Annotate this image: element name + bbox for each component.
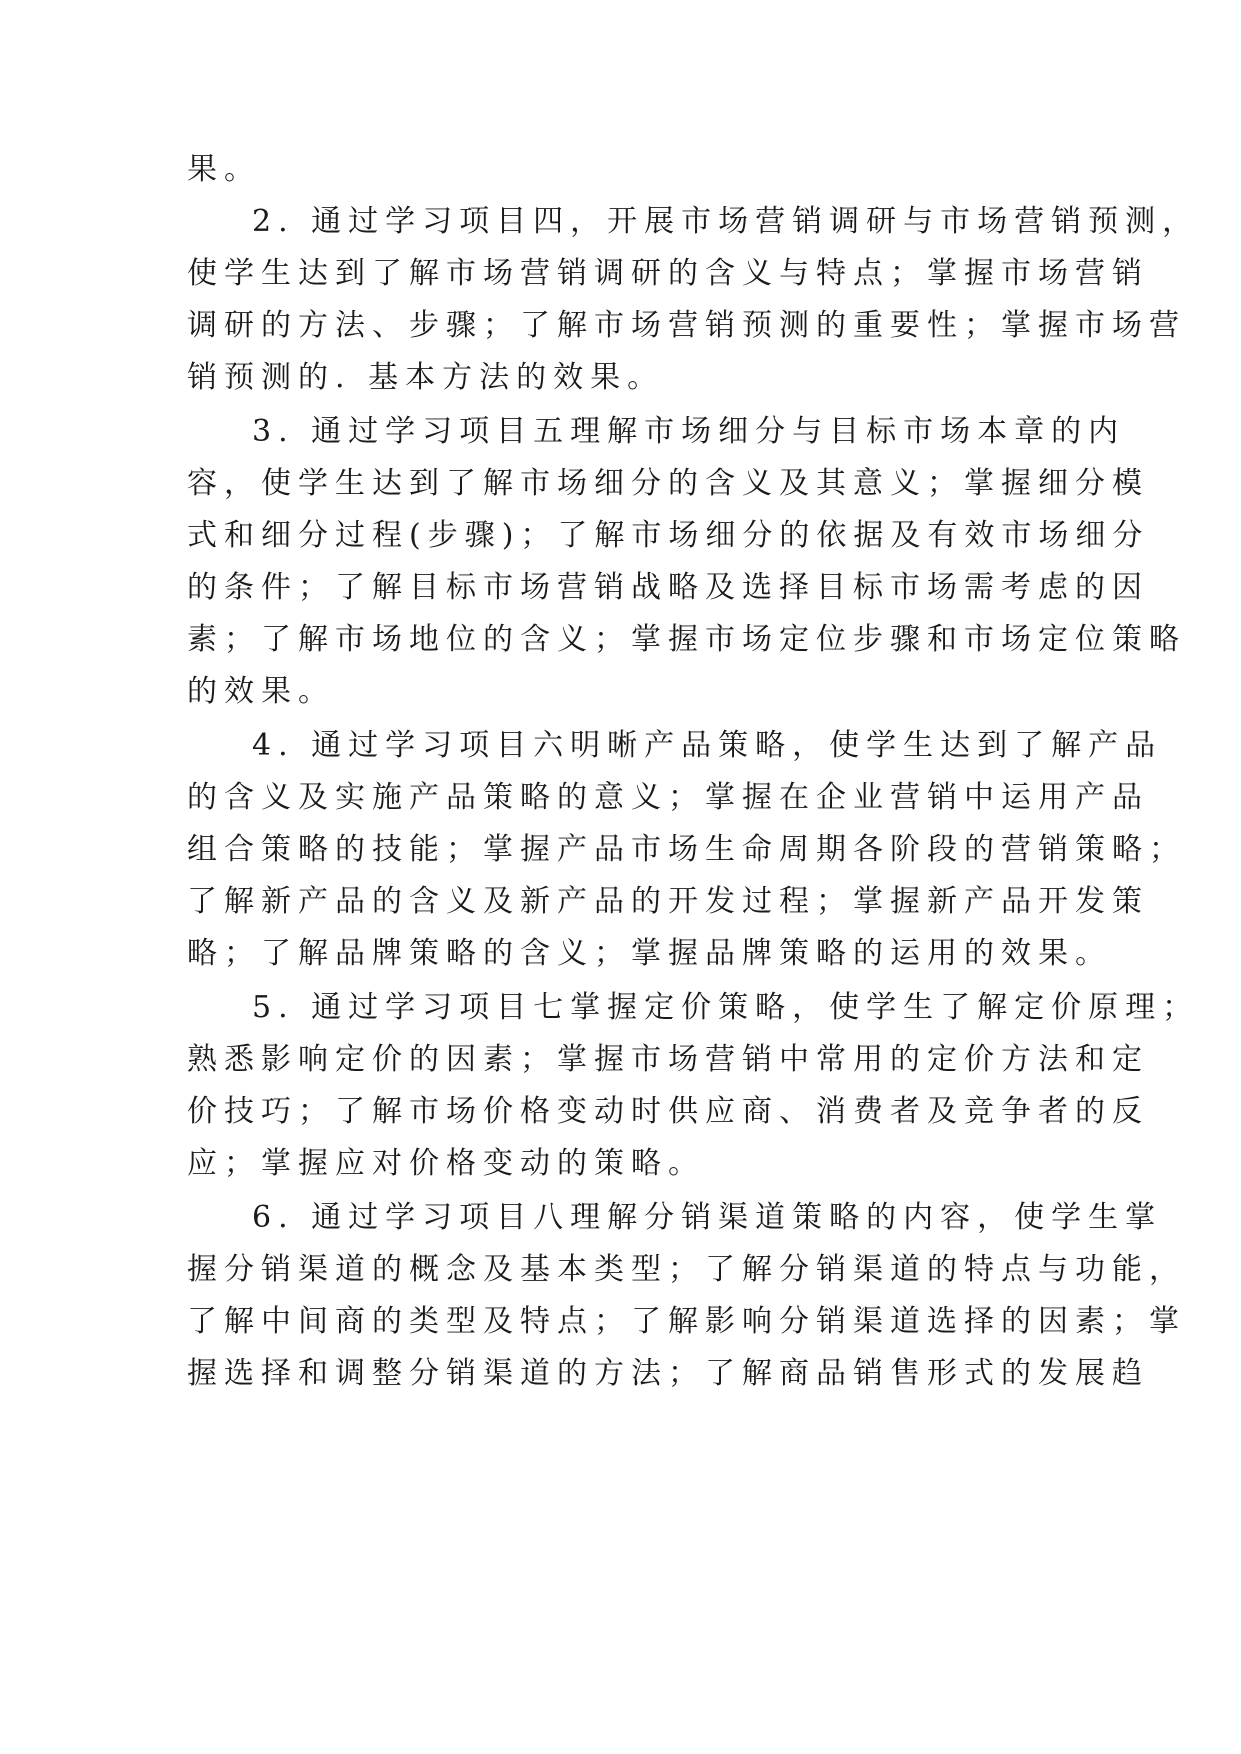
paragraph-3-first-line: 3. 通过学习项目五理解市场细分与目标市场本章的内 xyxy=(252,414,1126,449)
text-line: 的效果。 xyxy=(187,674,335,709)
text-line: 的条件；了解目标市场营销战略及选择目标市场需考虑的因 xyxy=(187,570,1149,605)
text-line: 组合策略的技能；掌握产品市场生命周期各阶段的营销策略； xyxy=(187,832,1186,867)
text-line: 价技巧；了解市场价格变动时供应商、消费者及竞争者的反 xyxy=(187,1094,1149,1129)
text-line: 容，使学生达到了解市场细分的含义及其意义；掌握细分模 xyxy=(187,466,1149,501)
text-line: 了解新产品的含义及新产品的开发过程；掌握新产品开发策 xyxy=(187,884,1149,919)
paragraph-5-first-line: 5. 通过学习项目七掌握定价策略，使学生了解定价原理； xyxy=(252,990,1200,1025)
paragraph-6-first-line: 6. 通过学习项目八理解分销渠道策略的内容，使学生掌 xyxy=(252,1200,1163,1235)
text-line: 熟悉影响定价的因素；掌握市场营销中常用的定价方法和定 xyxy=(187,1042,1149,1077)
text-line: 素；了解市场地位的含义；掌握市场定位步骤和市场定位策略 xyxy=(187,622,1186,657)
text-line: 握分销渠道的概念及基本类型；了解分销渠道的特点与功能， xyxy=(187,1252,1186,1287)
text-line: 的含义及实施产品策略的意义；掌握在企业营销中运用产品 xyxy=(187,780,1149,815)
text-line: 应；掌握应对价格变动的策略。 xyxy=(187,1146,705,1181)
text-line: 使学生达到了解市场营销调研的含义与特点；掌握市场营销 xyxy=(187,256,1149,291)
text-line: 调研的方法、步骤；了解市场营销预测的重要性；掌握市场营 xyxy=(187,308,1186,343)
text-line: 果。 xyxy=(187,152,261,187)
text-line: 握选择和调整分销渠道的方法；了解商品销售形式的发展趋 xyxy=(187,1356,1149,1391)
paragraph-4-first-line: 4. 通过学习项目六明晰产品策略，使学生达到了解产品 xyxy=(252,728,1163,763)
text-line: 式和细分过程(步骤)；了解市场细分的依据及有效市场细分 xyxy=(187,518,1150,553)
text-line: 销预测的. 基本方法的效果。 xyxy=(187,360,665,395)
text-line: 了解中间商的类型及特点；了解影响分销渠道选择的因素；掌 xyxy=(187,1304,1186,1339)
paragraph-2-first-line: 2. 通过学习项目四，开展市场营销调研与市场营销预测， xyxy=(252,204,1200,239)
text-line: 略；了解品牌策略的含义；掌握品牌策略的运用的效果。 xyxy=(187,936,1112,971)
